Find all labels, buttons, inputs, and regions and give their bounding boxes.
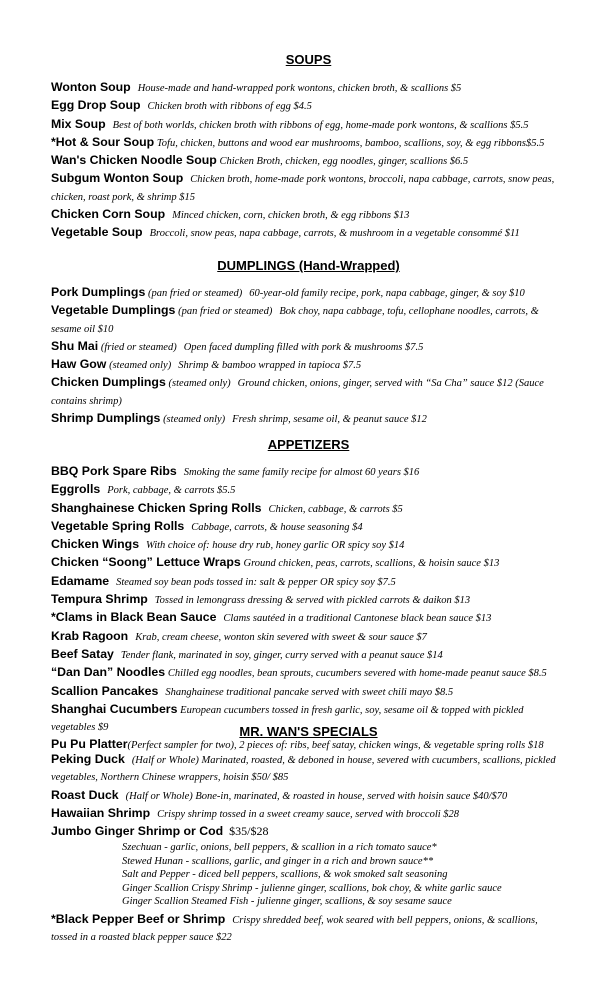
item-description: Tossed in lemongrass dressing & served with pickled carrots & daikon $13 bbox=[154, 595, 471, 607]
item-description: Crispy shrimp tossed in a sweet creamy sauce, served with broccoli $28 bbox=[157, 808, 460, 820]
menu-item bbox=[51, 224, 566, 242]
item-name: Pork Dumplings bbox=[51, 285, 146, 299]
item-name: Haw Gow bbox=[51, 357, 107, 372]
dumplings-section bbox=[51, 258, 566, 428]
menu-item bbox=[51, 500, 566, 518]
menu-item bbox=[51, 374, 566, 410]
menu-item bbox=[51, 628, 566, 646]
item-name: Mix Soup bbox=[51, 116, 106, 131]
item-name: Wonton Soup bbox=[51, 80, 131, 94]
item-description: Chicken, cabbage, & carrots $5 bbox=[268, 503, 403, 515]
item-description: Clams sautéed in a traditional Cantonese black bean sauce $13 bbox=[223, 613, 492, 625]
item-name: Tempura Shrimp bbox=[51, 592, 148, 607]
item-description: European cucumbers tossed in fresh garlic, soy, sesame oil & topped with pickled vegetables $9 bbox=[51, 704, 524, 734]
menu-item bbox=[51, 302, 566, 338]
item-name: Chicken Dumplings bbox=[51, 375, 166, 390]
item-description: Krab, cream cheese, wonton skin severed with sweet & sour sauce $7 bbox=[135, 631, 427, 643]
menu-item bbox=[51, 410, 566, 428]
item-name: Scallion Pancakes bbox=[51, 683, 159, 698]
menu-item bbox=[51, 751, 566, 787]
item-name: Chicken Corn Soup bbox=[51, 207, 166, 222]
menu-item bbox=[51, 609, 566, 627]
item-description: Chicken broth with ribbons of egg $4.5 bbox=[147, 101, 312, 113]
item-description: (Half or Whole) Bone-in, marinated, & roasted in house, served with hoisin sauce $40/$70 bbox=[125, 790, 508, 802]
menu-item bbox=[51, 284, 566, 302]
style-option: Salt and Pepper - diced bell peppers, scallions, & wok smoked salt seasoning bbox=[122, 869, 448, 881]
item-name: Krab Ragoon bbox=[51, 628, 129, 643]
jumbo-style-list bbox=[122, 841, 566, 909]
item-note: (steamed only) bbox=[109, 360, 172, 372]
item-name: Hawaiian Shrimp bbox=[51, 805, 151, 820]
item-description: Minced chicken, corn, chicken broth, & egg ribbons $13 bbox=[172, 210, 410, 222]
menu-item bbox=[51, 518, 566, 536]
menu-item bbox=[51, 805, 566, 823]
item-description: Chilled egg noodles, bean sprouts, cucumbers severed with home-made peanut sauce $8.5 bbox=[167, 668, 547, 680]
item-name: Vegetable Spring Rolls bbox=[51, 518, 185, 533]
menu-item bbox=[51, 683, 566, 701]
menu-item bbox=[51, 823, 566, 840]
item-name: BBQ Pork Spare Ribs bbox=[51, 464, 177, 478]
item-name: Vegetable Dumplings bbox=[51, 303, 176, 318]
item-name: Pu Pu Platter bbox=[51, 737, 128, 752]
item-note: (steamed only) bbox=[163, 414, 226, 426]
menu-item bbox=[51, 646, 566, 664]
item-name: *Hot & Sour Soup bbox=[51, 134, 155, 149]
item-description: Shanghainese traditional pancake served with sweet chili mayo $8.5 bbox=[165, 686, 454, 698]
section-title-appetizers: APPETIZERS bbox=[267, 437, 350, 452]
item-name: “Dan Dan” Noodles bbox=[51, 665, 166, 680]
item-description: Bok choy, napa cabbage, tofu, cellophane noodles, carrots, & sesame oil $10 bbox=[51, 306, 539, 335]
item-description: Open faced dumpling filled with pork & mushrooms $7.5 bbox=[183, 341, 424, 353]
item-description: Crispy shredded beef, wok seared with bell peppers, onions, & scallions, tossed in a roasted black pepper sauce $22 bbox=[51, 914, 538, 944]
section-title-soups: SOUPS bbox=[285, 52, 332, 67]
item-description: Ground chicken, peas, carrots, scallions, & hoisin sauce $13 bbox=[243, 558, 500, 570]
menu-item bbox=[51, 481, 566, 499]
item-description: Chicken Broth, chicken, egg noodles, ginger, scallions $6.5 bbox=[219, 156, 469, 168]
item-name: Wan's Chicken Noodle Soup bbox=[51, 153, 217, 168]
item-description: Ground chicken, onions, ginger, served with “Sa Cha” sauce $12 (Sauce contains shrimp) bbox=[51, 378, 544, 407]
item-name: Egg Drop Soup bbox=[51, 98, 141, 113]
item-name: Peking Duck bbox=[51, 752, 125, 766]
item-name: Shanghainese Chicken Spring Rolls bbox=[51, 500, 262, 515]
item-name: Jumbo Ginger Shrimp or Cod bbox=[51, 824, 224, 839]
item-description: (Perfect sampler for two), 2 pieces of: ribs, beef satay, chicken wings, & vegetable spring rolls $18 bbox=[127, 740, 544, 752]
item-description: Smoking the same family recipe for almost 60 years $16 bbox=[183, 467, 420, 478]
item-name: Subgum Wonton Soup bbox=[51, 171, 184, 186]
item-name: *Clams in Black Bean Sauce bbox=[51, 610, 217, 625]
menu-item bbox=[51, 79, 566, 97]
item-note: (pan fried or steamed) bbox=[148, 288, 243, 299]
item-price: $35/$28 bbox=[229, 824, 269, 839]
menu-item bbox=[51, 787, 566, 805]
item-description: Steamed soy bean pods tossed in: salt & pepper OR spicy soy $7.5 bbox=[116, 576, 396, 588]
menu-item bbox=[51, 338, 566, 356]
item-name: Eggrolls bbox=[51, 482, 101, 497]
item-name: Chicken Wings bbox=[51, 537, 140, 552]
style-option: Ginger Scallion Crispy Shrimp - julienne ginger, scallions, bok choy, & white garlic sauce bbox=[122, 882, 502, 894]
menu-item bbox=[51, 573, 566, 591]
item-name: Edamame bbox=[51, 573, 110, 588]
item-name: *Black Pepper Beef or Shrimp bbox=[51, 911, 226, 926]
menu-item bbox=[51, 170, 566, 206]
style-option: Ginger Scallion Steamed Fish - julienne ginger, scallions, & soy sesame sauce bbox=[122, 896, 452, 908]
item-description: Shrimp & bamboo wrapped in tapioca $7.5 bbox=[178, 360, 362, 372]
style-option: Stewed Hunan - scallions, garlic, and ginger in a rich and brown sauce** bbox=[122, 855, 434, 867]
item-description: (Half or Whole) Marinated, roasted, & deboned in house, severed with cucumbers, scallions, pickled vegetables, Northern Chinese wrappers, hoisin $50/ $85 bbox=[51, 755, 556, 784]
item-name: Shu Mai bbox=[51, 338, 99, 353]
menu-item bbox=[51, 911, 566, 947]
item-description: Tofu, chicken, buttons and wood ear mushrooms, bamboo, scallions, soy, & egg ribbons$5.5 bbox=[156, 137, 545, 149]
item-description: With choice of: house dry rub, honey garlic OR spicy soy $14 bbox=[146, 540, 405, 552]
menu-item bbox=[51, 664, 566, 682]
item-description: Best of both worlds, chicken broth with ribbons of egg, home-made pork wontons, & scallions $5.5 bbox=[112, 119, 529, 131]
menu-item bbox=[51, 536, 566, 554]
style-option: Szechuan - garlic, onions, bell peppers, & scallion in a rich tomato sauce* bbox=[122, 842, 437, 854]
item-description: Pork, cabbage, & carrots $5.5 bbox=[107, 485, 236, 497]
menu-item bbox=[51, 463, 566, 481]
item-name: Roast Duck bbox=[51, 787, 119, 802]
item-note: (fried or steamed) bbox=[100, 341, 177, 353]
item-name: Shanghai Cucumbers bbox=[51, 701, 178, 716]
specials-section bbox=[51, 724, 566, 947]
item-note: (pan fried or steamed) bbox=[178, 306, 273, 318]
item-description: House-made and hand-wrapped pork wontons, chicken broth, & scallions $5 bbox=[137, 83, 462, 94]
soups-section bbox=[51, 52, 566, 243]
item-note: (steamed only) bbox=[168, 378, 231, 390]
menu-item bbox=[51, 116, 566, 134]
menu-item bbox=[51, 554, 566, 572]
section-title-dumplings: DUMPLINGS (Hand-Wrapped) bbox=[217, 258, 400, 273]
item-description: Chicken broth, home-made pork wontons, broccoli, napa cabbage, carrots, snow peas, chicken, roast pork, & shrimp $15 bbox=[51, 174, 555, 203]
menu-item bbox=[51, 206, 566, 224]
item-name: Chicken “Soong” Lettuce Wraps bbox=[51, 555, 241, 570]
menu-item bbox=[51, 134, 566, 152]
item-description: Tender flank, marinated in soy, ginger, curry served with a peanut sauce $14 bbox=[120, 649, 443, 661]
item-name: Vegetable Soup bbox=[51, 225, 143, 240]
section-title-specials: MR. WAN'S SPECIALS bbox=[239, 724, 378, 739]
appetizers-section bbox=[51, 437, 566, 755]
item-name: Shrimp Dumplings bbox=[51, 411, 161, 426]
item-name: Beef Satay bbox=[51, 646, 114, 661]
menu-item bbox=[51, 152, 566, 170]
item-description: 60-year-old family recipe, pork, napa cabbage, ginger, & soy $10 bbox=[249, 288, 525, 299]
item-description: Cabbage, carrots, & house seasoning $4 bbox=[191, 521, 363, 533]
item-description: Broccoli, snow peas, napa cabbage, carrots, & mushroom in a vegetable consommé $11 bbox=[149, 228, 520, 240]
menu-item bbox=[51, 591, 566, 609]
menu-item bbox=[51, 356, 566, 374]
item-description: Fresh shrimp, sesame oil, & peanut sauce $12 bbox=[232, 414, 427, 426]
menu-item bbox=[51, 97, 566, 115]
